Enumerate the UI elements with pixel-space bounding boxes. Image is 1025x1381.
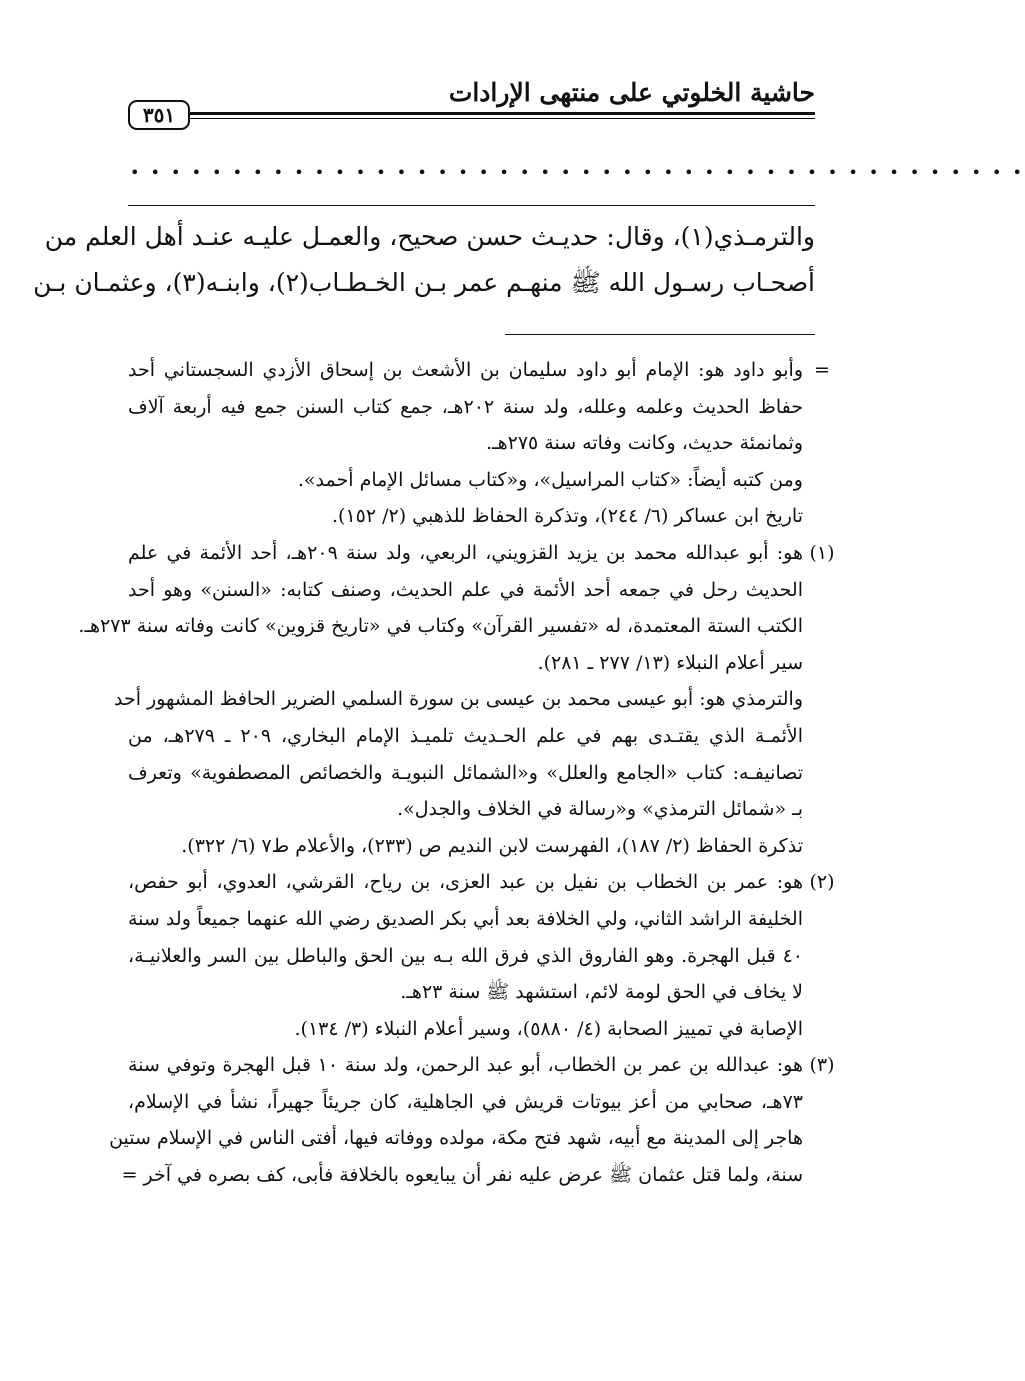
running-title: حاشية الخلوتي على منتهى الإرادات — [448, 78, 815, 107]
footnote-2 — [128, 864, 837, 1047]
footnote-marker: (١) — [809, 541, 835, 564]
footnote-line: ٧٣هـ، صحابي من أعز بيوتات قريش في الجاهلية، كان جريئاً جهيراً، نشأ في الإسلام، — [128, 1090, 803, 1113]
footnote-reference: سير أعلام النبلاء (١٣/ ٢٧٧ ـ ٢٨١). — [537, 651, 803, 674]
footnote-3 — [109, 1047, 837, 1193]
page-number: ٣٥١ — [128, 100, 190, 130]
footnote-reference: تذكرة الحفاظ (٢/ ١٨٧)، الفهرست لابن النديم ص (٢٣٣)، والأعلام ط٧ (٦/ ٣٢٢). — [181, 834, 803, 857]
footnote-line: وأبو داود هو: الإمام أبو داود سليمان بن الأشعث بن إسحاق الأزدي السجستاني أحد — [128, 359, 803, 381]
main-text-line: أصحـاب رسـول الله ﷺ منهـم عمر بـن الخـطـاب(٢)، وابنـه(٣)، وعثمـان بـن — [33, 268, 815, 297]
header-double-rule — [190, 112, 815, 122]
footnote-line: سنة، ولما قتل عثمان ﷺ عرض عليه نفر أن يبايعوه بالخلافة فأبى، كف بصره في آخر = — [121, 1164, 803, 1187]
footnote-line: والترمذي هو: أبو عيسى محمد بن عيسى بن سورة السلمي الضرير الحافظ المشهور أحد — [113, 688, 803, 711]
top-rule — [128, 205, 815, 206]
footnote-line: بـ «شمائل الترمذي» و«رسالة في الخلاف والجدل». — [397, 798, 803, 821]
footnote-line: هو: عبدالله بن عمر بن الخطاب، أبو عبد الرحمن، ولد سنة ١٠ قبل الهجرة وتوفي سنة — [128, 1054, 803, 1077]
footnote-line: هو: عمر بن الخطاب بن نفيل بن عبد العزى، بن رياح، القرشي، العدوي، أبو حفص، — [128, 871, 803, 894]
footnote-line: الخليفة الراشد الثاني، ولي الخلافة بعد أبي بكر الصديق رضي الله عنهما جميعاً ولد سنة — [128, 907, 803, 930]
header-rule-thin — [190, 118, 815, 119]
main-text — [33, 214, 815, 306]
footnote-1 — [78, 535, 837, 864]
header-rule-thick — [190, 112, 815, 115]
footnote-reference: الإصابة في تمييز الصحابة (٤/ ٥٨٨٠)، وسير أعلام النبلاء (٣/ ١٣٤). — [294, 1017, 803, 1040]
footnote-marker: (٣) — [809, 1054, 835, 1077]
footnote-reference: تاريخ ابن عساكر (٦/ ٢٤٤)، وتذكرة الحفاظ للذهبي (٢/ ١٥٢). — [331, 505, 803, 528]
footnote-line: الحديث رحل في جمعه أحد الأئمة في علم الحديث، وصنف كتابه: «السنن» وهو أحد — [128, 578, 803, 601]
footnote-line: وثمانمئة حديث، وكانت وفاته سنة ٢٧٥هـ. — [485, 432, 803, 455]
footnote-separator — [505, 334, 815, 335]
footnote-line: حفاظ الحديث وعلمه وعلله، ولد سنة ٢٠٢هـ، جمع كتاب السنن جمع فيه أربعة آلاف — [128, 395, 803, 418]
footnote-line: ٤٠ قبل الهجرة. وهو الفاروق الذي فرق الله بـه بين الحق والباطل بين السر والعلانيـة، — [128, 944, 803, 967]
footnote-line: تصانيفـه: كتاب «الجامع والعلل» و«الشمائل النبويـة والخصائص المصطفوية» وتعرف — [128, 761, 803, 784]
footnote-line: لا يخاف في الحق لومة لائم، استشهد ﷺ سنة ٢٣هـ. — [400, 981, 803, 1004]
footnotes — [78, 352, 837, 1194]
footnote-line: هو: أبو عبدالله محمد بن يزيد القزويني، الربعي، ولد سنة ٢٠٩هـ، أحد الأئمة في علم — [128, 541, 803, 564]
footnote-line: الكتب الستة المعتمدة، له «تفسير القرآن» وكتاب في «تاريخ قزوين» كانت وفاته سنة ٢٧٣هـ. — [78, 615, 803, 638]
footnote-line: هاجر إلى المدينة مع أبيه، شهد فتح مكة، مولده ووفاته فيها، أفتى الناس في الإسلام ستين — [109, 1127, 803, 1150]
footnote-marker: = — [814, 359, 830, 381]
footnote-line: ومن كتبه أيضاً: «كتاب المراسيل»، و«كتاب مسائل الإمام أحمد». — [297, 468, 803, 491]
footnote-marker: (٢) — [809, 871, 835, 894]
footnote-continued — [128, 352, 837, 535]
dotted-separator: • • • • • • • • • • • • • • • • • • • • • • • • • • • • • • • • • • • • • • • • • • • • — [130, 163, 1025, 182]
main-text-line: والترمـذي(١)، وقال: حديـث حسن صحيح، والعمـل عليـه عنـد أهل العلم من — [44, 222, 815, 251]
footnote-line: الأئمـة الذي يقتـدى بهم في علم الحـديث تلميـذ الإمام البخاري، ٢٠٩ ـ ٢٧٩هـ، من — [128, 724, 803, 747]
